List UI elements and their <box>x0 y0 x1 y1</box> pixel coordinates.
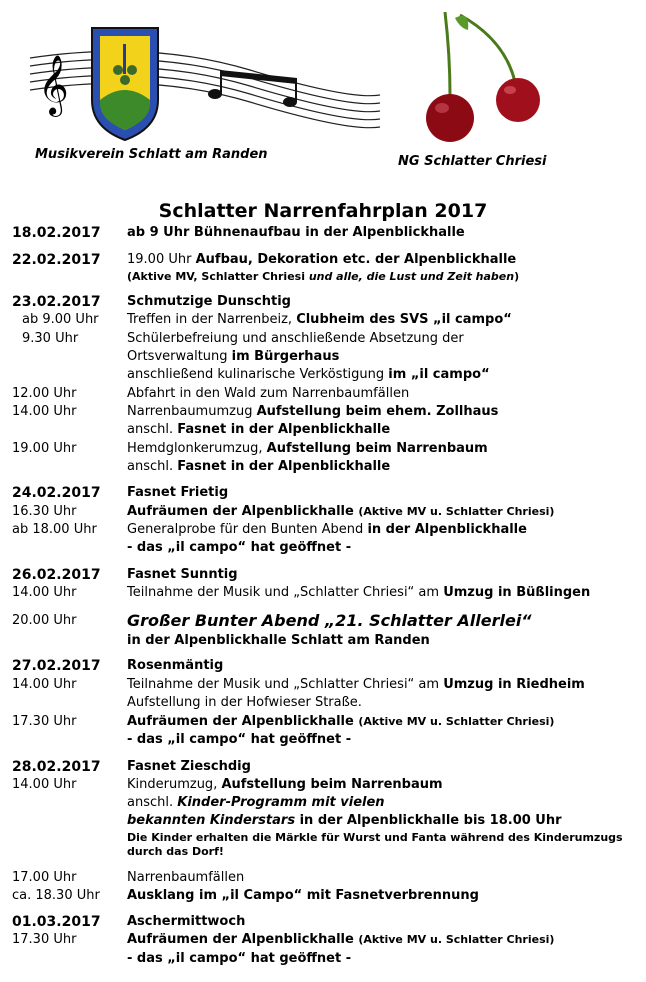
description-segment: Schmutzige Dunschtig <box>127 294 291 309</box>
logo-graphics <box>0 0 646 200</box>
schedule-time: ab 9.00 Uhr <box>22 312 99 327</box>
description-segment: Aufstellung beim Narrenbaum <box>266 441 488 456</box>
music-club-caption: Musikverein Schlatt am Randen <box>35 147 268 162</box>
description-segment: Aufbau, Dekoration etc. der Alpenblickhalle <box>195 252 517 267</box>
schedule-description <box>127 268 519 286</box>
page-title: Schlatter Narrenfahrplan 2017 <box>158 200 488 222</box>
schedule-description <box>127 403 498 421</box>
schedule-time: 14.00 Uhr <box>12 404 77 419</box>
header-logos <box>0 0 646 200</box>
schedule-description <box>127 484 228 502</box>
description-segment: Generalprobe für den Bunten Abend <box>127 522 368 537</box>
description-segment: (Aktive MV, Schlatter Chriesi <box>127 270 309 283</box>
schedule-description <box>127 503 554 521</box>
description-segment: Fasnet in der Alpenblickhalle <box>177 422 391 437</box>
description-segment: ) <box>514 270 520 283</box>
description-segment: - das „il campo“ hat geöffnet - <box>127 540 352 555</box>
schedule-description <box>127 812 562 830</box>
schedule-time: 12.00 Uhr <box>12 386 77 401</box>
description-segment: Treffen in der Narrenbeiz, <box>127 312 297 327</box>
schedule-time: 9.30 Uhr <box>22 331 79 346</box>
description-segment: Fasnet Zieschdig <box>127 759 251 774</box>
schedule-date: 27.02.2017 <box>12 658 101 674</box>
schedule-description <box>127 251 516 269</box>
schedule-time: 17.00 Uhr <box>12 870 77 885</box>
schedule-time: 20.00 Uhr <box>12 613 77 628</box>
schedule-description <box>127 676 585 694</box>
schedule-time: 16.30 Uhr <box>12 504 77 519</box>
schedule-description <box>127 566 238 584</box>
description-segment: Umzug in Riedheim <box>443 677 585 692</box>
treble-clef-icon: 𝄞 <box>38 55 69 115</box>
description-segment: in der Alpenblickhalle <box>367 522 527 537</box>
description-segment: Teilnahme der Musik und „Schlatter Chriesi“ am <box>127 585 444 600</box>
description-segment: Fasnet Frietig <box>127 485 229 500</box>
schedule-description <box>127 612 532 632</box>
schedule-date: 01.03.2017 <box>12 914 101 930</box>
description-segment: 19.00 Uhr <box>127 252 196 267</box>
description-segment: Aufräumen der Alpenblickhalle <box>127 714 359 729</box>
schedule-time: 17.30 Uhr <box>12 932 77 947</box>
description-segment: und alle, die Lust und Zeit haben <box>308 270 515 283</box>
description-segment: Narrenbaumfällen <box>127 870 245 885</box>
description-segment: anschließend kulinarische Verköstigung <box>127 367 389 382</box>
schedule-description <box>127 931 554 949</box>
schedule-date: 18.02.2017 <box>12 225 101 241</box>
schedule-description <box>127 731 351 749</box>
schedule-description <box>127 521 527 539</box>
description-segment: ab 9 Uhr Bühnenaufbau in der Alpenblickhalle <box>127 225 465 240</box>
schedule-description <box>127 776 443 794</box>
description-segment: (Aktive MV u. Schlatter Chriesi) <box>358 715 555 728</box>
description-segment: Teilnahme der Musik und „Schlatter Chriesi“ am <box>127 677 444 692</box>
description-segment: anschl. <box>127 459 178 474</box>
description-segment: Hemdglonkerumzug, <box>127 441 267 456</box>
description-segment: Aufstellung beim Narrenbaum <box>221 777 443 792</box>
description-segment: Aufstellung beim ehem. Zollhaus <box>256 404 499 419</box>
music-staff-icon <box>30 51 380 127</box>
description-segment: Ausklang im „il Campo“ mit Fasnetverbrennung <box>127 888 479 903</box>
schedule-description <box>127 366 490 384</box>
description-segment: Kinder-Programm mit vielen <box>177 795 385 810</box>
description-segment: im Bürgerhaus <box>231 349 340 364</box>
schedule-description <box>127 458 390 476</box>
schedule-description <box>127 584 590 602</box>
schedule-description <box>127 348 339 366</box>
description-segment: in der Alpenblickhalle Schlatt am Randen <box>127 633 430 648</box>
description-segment: durch das Dorf! <box>127 845 224 858</box>
schedule-time: 14.00 Uhr <box>12 777 77 792</box>
schedule-description <box>127 950 351 968</box>
schedule-description <box>127 794 385 812</box>
description-segment: Umzug in Büßlingen <box>443 585 591 600</box>
cherries-icon <box>426 12 540 142</box>
schedule-description <box>127 713 554 731</box>
schedule-description <box>127 224 465 242</box>
description-segment: Aufräumen der Alpenblickhalle <box>127 932 359 947</box>
description-segment: - das „il campo“ hat geöffnet - <box>127 732 352 747</box>
crest-icon <box>92 28 158 140</box>
carnival-club-caption: NG Schlatter Chriesi <box>398 154 547 169</box>
schedule-date: 22.02.2017 <box>12 252 101 268</box>
schedule-time: 14.00 Uhr <box>12 677 77 692</box>
schedule-description <box>127 385 409 403</box>
description-segment: in der Alpenblickhalle bis 18.00 Uhr <box>299 813 562 828</box>
schedule-date: 23.02.2017 <box>12 294 101 310</box>
description-segment: Fasnet Sunntig <box>127 567 238 582</box>
schedule-description <box>127 539 351 557</box>
schedule-time: ca. 18.30 Uhr <box>12 888 100 903</box>
music-notes-icon <box>208 70 297 107</box>
schedule-description <box>127 657 223 675</box>
description-segment: Narrenbaumumzug <box>127 404 257 419</box>
schedule-description <box>127 330 464 348</box>
description-segment: Aufstellung in der Hofwieser Straße. <box>127 695 362 710</box>
description-segment: Großer Bunter Abend „21. Schlatter Allerlei“ <box>127 611 532 630</box>
description-segment: Aufräumen der Alpenblickhalle <box>127 504 359 519</box>
description-segment: Die Kinder erhalten die Märkle für Wurst und Fanta während des Kinderumzugs <box>127 831 623 844</box>
description-segment: anschl. <box>127 795 178 810</box>
schedule-description <box>127 843 224 861</box>
schedule-description <box>127 694 362 712</box>
schedule-time: 14.00 Uhr <box>12 585 77 600</box>
description-segment: im „il campo“ <box>388 367 490 382</box>
schedule-date: 28.02.2017 <box>12 759 101 775</box>
schedule-time: 17.30 Uhr <box>12 714 77 729</box>
schedule-description <box>127 311 512 329</box>
description-segment: bekannten Kinderstars <box>127 813 300 828</box>
description-segment: (Aktive MV u. Schlatter Chriesi) <box>358 505 555 518</box>
description-segment: (Aktive MV u. Schlatter Chriesi) <box>358 933 555 946</box>
schedule-description <box>127 421 390 439</box>
description-segment: Fasnet in der Alpenblickhalle <box>177 459 391 474</box>
description-segment: Abfahrt in den Wald zum Narrenbaumfällen <box>127 386 410 401</box>
schedule-description <box>127 440 488 458</box>
schedule-description <box>127 758 251 776</box>
schedule-date: 24.02.2017 <box>12 485 101 501</box>
schedule-time: 19.00 Uhr <box>12 441 77 456</box>
description-segment: - das „il campo“ hat geöffnet - <box>127 951 352 966</box>
schedule-description <box>127 869 244 887</box>
description-segment: Kinderumzug, <box>127 777 222 792</box>
description-segment: anschl. <box>127 422 178 437</box>
description-segment: Schülerbefreiung und anschließende Absetzung der <box>127 331 464 346</box>
description-segment: Ortsverwaltung <box>127 349 232 364</box>
schedule-description <box>127 293 291 311</box>
description-segment: Rosenmäntig <box>127 658 224 673</box>
description-segment: Aschermittwoch <box>127 914 246 929</box>
description-segment: Clubheim des SVS „il campo“ <box>296 312 512 327</box>
schedule-date: 26.02.2017 <box>12 567 101 583</box>
schedule-description <box>127 632 430 650</box>
schedule-description <box>127 887 479 905</box>
schedule-description <box>127 913 245 931</box>
schedule-time: ab 18.00 Uhr <box>12 522 97 537</box>
